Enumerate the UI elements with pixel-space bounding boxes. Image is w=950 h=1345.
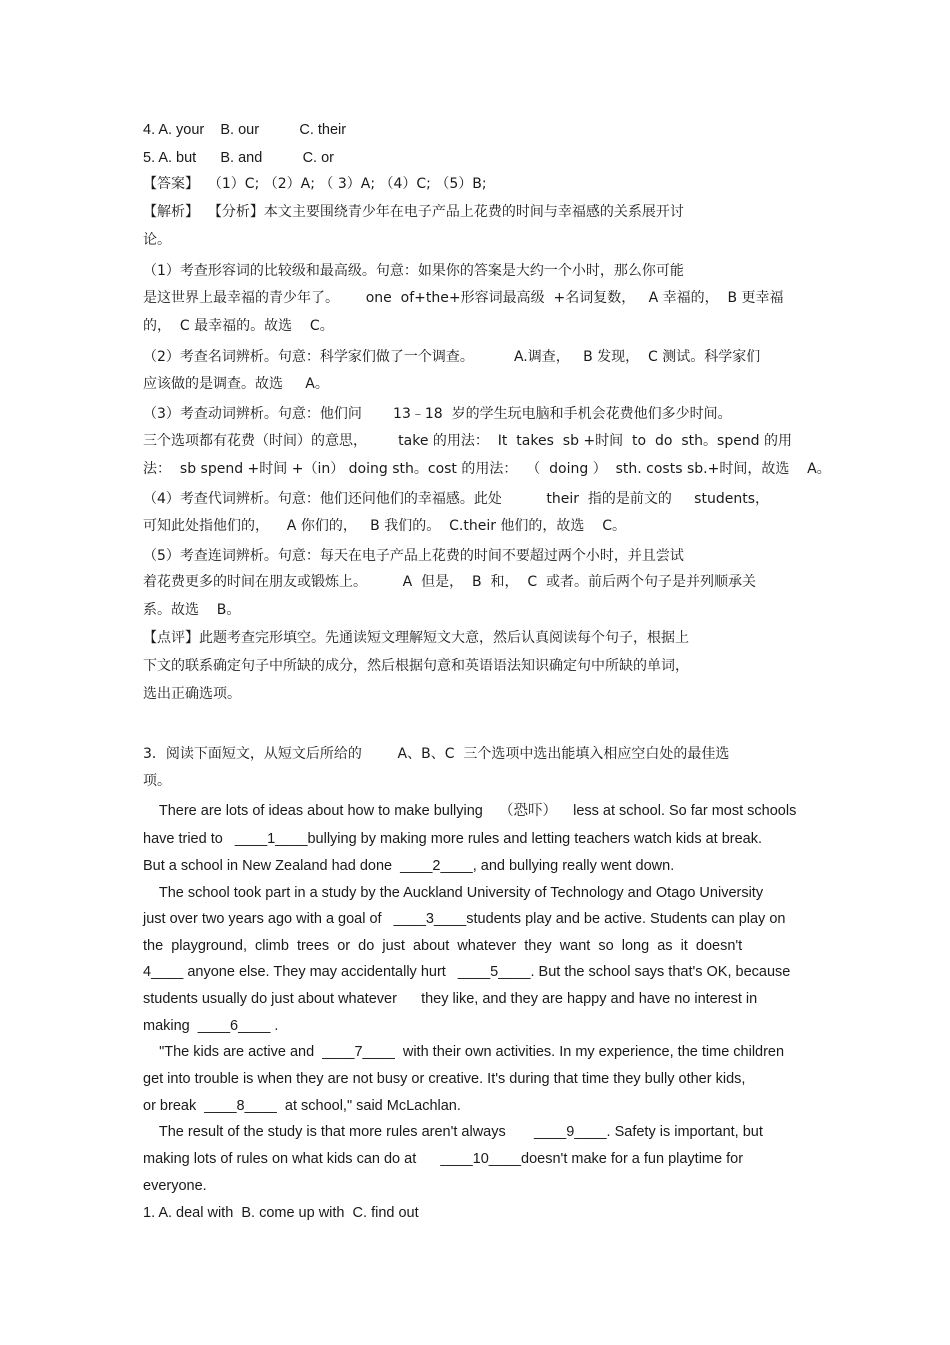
passage-line: The result of the study is that more rules aren't always ____9____. Safety is important, but: [143, 1124, 763, 1140]
analysis-line: （3）考查动词辨析。句意：他们问 13﹣18 岁的学生玩电脑和手机会花费他们多少时间。: [143, 406, 732, 422]
comment-line: 【点评】此题考查完形填空。先通读短文理解短文大意，然后认真阅读每个句子，根据上: [143, 630, 689, 646]
analysis-line: 论。: [143, 232, 171, 248]
analysis-line: 系。故选 B。: [143, 602, 241, 618]
passage-line: get into trouble is when they are not busy or creative. It's during that time they bully other kids,: [143, 1071, 746, 1087]
analysis-line: 着花费更多的时间在朋友或锻炼上。 A 但是， B 和， C 或者。前后两个句子是并列顺承关: [143, 574, 757, 590]
passage-line: or break ____8____ at school," said McLachlan.: [143, 1098, 461, 1114]
analysis-line: 法： sb spend +时间 +（in） doing sth。cost 的用法： （ doing ） sth. costs sb.+时间，故选 A。: [143, 461, 831, 477]
analysis-line: 可知此处指他们的， A 你们的， B 我们的。 C.their 他们的，故选 C。: [143, 518, 627, 534]
analysis-line: （5）考查连词辨析。句意：每天在电子产品上花费的时间不要超过两个小时，并且尝试: [143, 548, 684, 564]
passage-line: the playground, climb trees or do just about whatever they want so long as it doesn't: [143, 938, 743, 954]
question-instruction: 3．阅读下面短文，从短文后所给的 A、B、C 三个选项中选出能填入相应空白处的最佳选: [143, 746, 730, 762]
analysis-line: 是这世界上最幸福的青少年了。 one of+the+形容词最高级 +名词复数， A 幸福的， B 更幸福: [143, 290, 784, 306]
analysis-line: （2）考查名词辨析。句意：科学家们做了一个调查。 A.调查， B 发现， C 测试。科学家们: [143, 349, 761, 365]
passage-line: students usually do just about whatever they like, and they are happy and have no interest in: [143, 991, 758, 1007]
passage-line: have tried to ____1____bullying by making more rules and letting teachers watch kids at break.: [143, 831, 763, 847]
option-line-5: 5. A. but B. and C. or: [143, 150, 335, 166]
passage-line: 4____ anyone else. They may accidentally hurt ____5____. But the school says that's OK, because: [143, 964, 791, 980]
passage-line: just over two years ago with a goal of ____3____students play and be active. Students can play on: [143, 911, 786, 927]
answer-line: 【答案】 （1）C; （2）A; （ 3）A; （4）C; （5）B;: [143, 176, 487, 192]
analysis-line: 应该做的是调查。故选 A。: [143, 376, 329, 392]
analysis-line: （4）考查代词辨析。句意：他们还问他们的幸福感。此处 their 指的是前文的 students，: [143, 491, 769, 507]
analysis-line: 三个选项都有花费（时间）的意思， take 的用法： It takes sb +时间 to do sth。spend 的用: [143, 433, 793, 449]
comment-line: 选出正确选项。: [143, 686, 241, 702]
passage-line: everyone.: [143, 1178, 207, 1194]
comment-line: 下文的联系确定句子中所缺的成分，然后根据句意和英语语法知识确定句中所缺的单词，: [143, 658, 689, 674]
passage-line: making lots of rules on what kids can do at ____10____doesn't make for a fun playtime for: [143, 1151, 744, 1167]
passage-line: making ____6____ .: [143, 1018, 279, 1034]
passage-line: "The kids are active and ____7____ with their own activities. In my experience, the time children: [143, 1044, 785, 1060]
passage-line: But a school in New Zealand had done ____2____, and bullying really went down.: [143, 858, 675, 874]
passage-line: There are lots of ideas about how to make bullying （恐吓） less at school. So far most schools: [143, 803, 797, 819]
analysis-line: 的， C 最幸福的。故选 C。: [143, 318, 334, 334]
option-line-1: 1. A. deal with B. come up with C. find out: [143, 1205, 419, 1221]
analysis-heading: 【解析】 【分析】本文主要围绕青少年在电子产品上花费的时间与幸福感的关系展开讨: [143, 204, 684, 220]
option-line-4: 4. A. your B. our C. their: [143, 122, 347, 138]
analysis-line: （1）考查形容词的比较级和最高级。句意：如果你的答案是大约一个小时，那么你可能: [143, 263, 684, 279]
question-instruction: 项。: [143, 773, 171, 789]
passage-line: The school took part in a study by the Auckland University of Technology and Otago University: [143, 885, 764, 901]
